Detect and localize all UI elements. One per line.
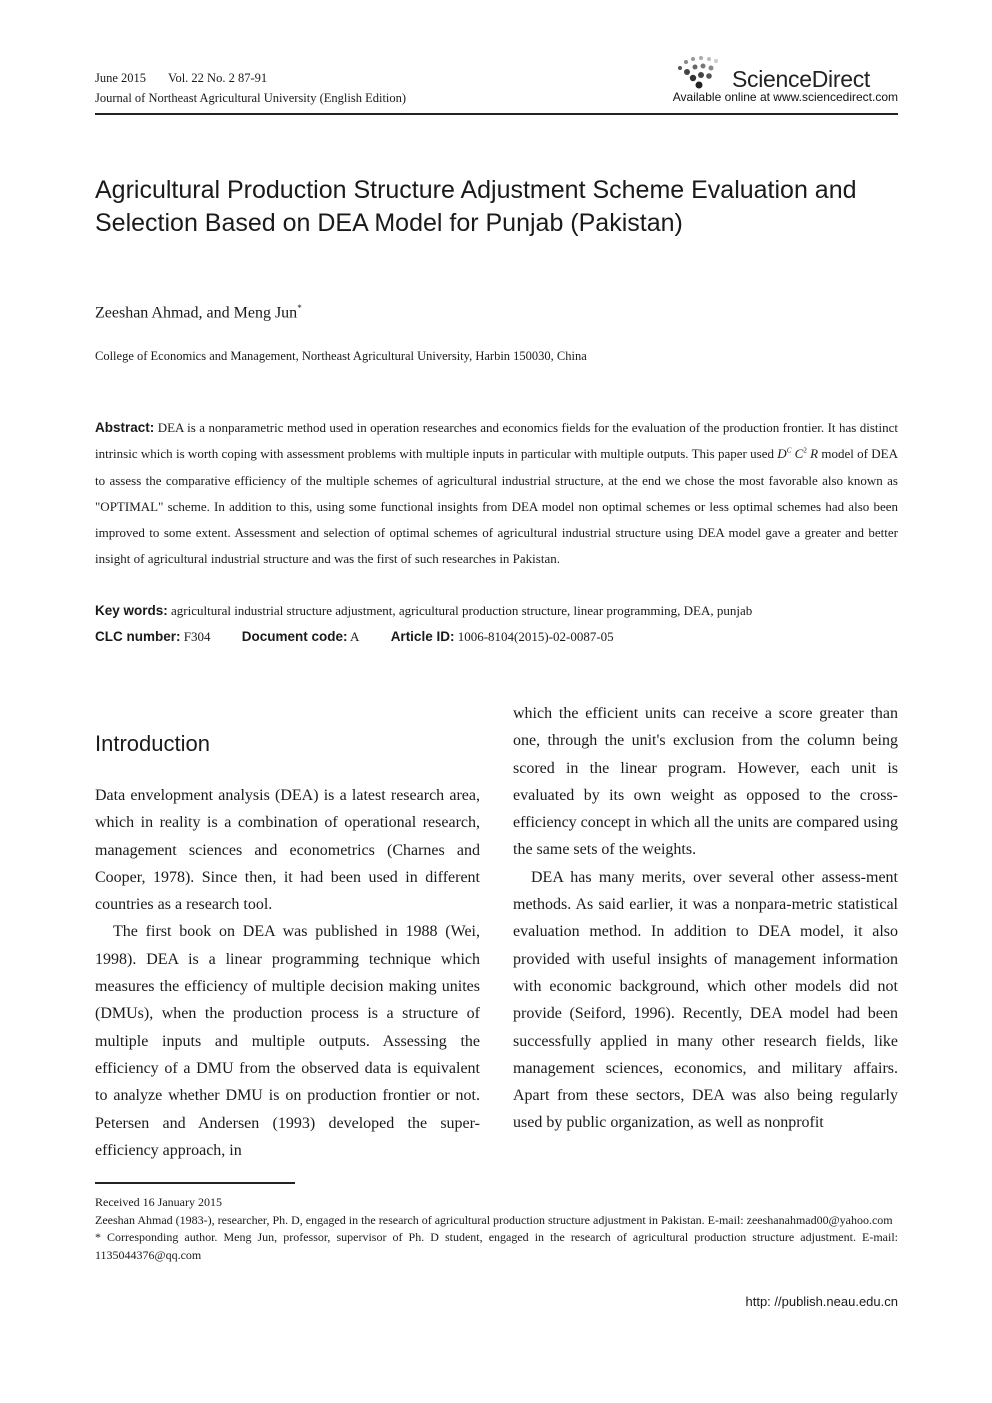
footnotes xyxy=(95,1194,898,1264)
journal-name: Journal of Northeast Agricultural University (English Edition) xyxy=(95,91,407,105)
model-d: D xyxy=(777,446,787,462)
right-column xyxy=(513,700,898,1137)
author-list xyxy=(95,303,302,322)
paragraph: The first book on DEA was published in 1988 (Wei, 1998). DEA is a linear programming technique which measures the efficiency of multiple decision making unites (DMUs), when the production process is a structure of multiple inputs and multiple outputs. Assessing the efficiency of a DMU from the observed data is equivalent to analyze whether DMU is on production frontier or not. Petersen and Andersen (1993) developed the super-efficiency approach, in xyxy=(95,923,480,1159)
issue-date: June 2015 xyxy=(95,71,147,85)
doc-code-label: Document code: xyxy=(241,629,348,644)
article-id-label: Article ID: xyxy=(390,629,455,644)
keywords-label: Key words: xyxy=(95,603,168,618)
sciencedirect-dots-icon xyxy=(678,56,730,92)
author-note: Zeeshan Ahmad (1983-), researcher, Ph. D, engaged in the research of agricultural production structure adjustment in Pakistan. E-mail: zeeshanahmad00@yahoo.com xyxy=(95,1212,893,1227)
paragraph: DEA has many merits, over several other assess-ment methods. As said earlier, it was a nonpara-metric statistical evaluation method. In addition to DEA model, it also provided with useful insights of management information with economic background, which other models did not provide (Seiford, 1996). Recently, DEA model had been successfully applied in many other research fields, like management sciences, economics, and military affairs. Apart from these sectors, DEA was also being regularly used by public organization, as well as nonprofit xyxy=(513,868,898,1132)
header-rule xyxy=(95,113,898,115)
model-c-sup: 2 xyxy=(803,446,807,455)
abstract xyxy=(95,415,898,573)
keywords-text: agricultural industrial structure adjustment, agricultural production structure, linear programming, DEA, punjab xyxy=(171,603,753,618)
journal-header xyxy=(95,68,406,108)
issue-info xyxy=(95,68,406,88)
section-heading-introduction: Introduction xyxy=(95,731,210,756)
availability-note: Available online at www.sciencedirect.com xyxy=(672,90,898,104)
clc-value: F304 xyxy=(183,629,211,644)
clc-label: CLC number: xyxy=(95,629,181,644)
received-date: Received 16 January 2015 xyxy=(95,1195,222,1209)
abstract-label: Abstract: xyxy=(95,420,155,435)
issue-volume: Vol. 22 No. 2 87-91 xyxy=(168,71,268,85)
abstract-text-1: DEA is a nonparametric method used in operation researches and economics fields for the evaluation of the production frontier. It has distinct intrinsic which is worth coping with assessment problems with multiple inputs in particular with multiple outputs. This paper used xyxy=(95,420,898,462)
article-id-value: 1006-8104(2015)-02-0087-05 xyxy=(457,629,614,644)
footer-url[interactable]: http: //publish.neau.edu.cn xyxy=(745,1294,898,1309)
keywords xyxy=(95,603,898,619)
authors-text: Zeeshan Ahmad, and Meng Jun xyxy=(95,304,298,322)
model-r: R xyxy=(810,446,819,462)
paragraph: Data envelopment analysis (DEA) is a latest research area, which in reality is a combination of operational research, management sciences and econometrics (Charnes and Cooper, 1978). Since then, it had been used in different countries as a research tool. xyxy=(95,787,480,914)
model-d-sup: C xyxy=(786,446,792,455)
footnote-rule xyxy=(95,1182,295,1184)
publisher-block xyxy=(638,48,898,108)
corresponding-mark: * xyxy=(297,303,302,313)
paper-title: Agricultural Production Structure Adjustment Scheme Evaluation and Selection Based on DEA Model for Punjab (Pakistan) xyxy=(95,176,857,237)
sciencedirect-logo[interactable] xyxy=(678,56,898,90)
abstract-text-2: model of DEA to assess the comparative efficiency of the multiple schemes of agricultural industrial structure, at the end we chose the most favorable also known as "OPTIMAL" scheme. In addition to this, using some functional insights from DEA model non optimal schemes or less optimal schemes had also been improved to some extent. Assessment and selection of optimal schemes of agricultural industrial structure using DEA model gave a greater and better insight of agricultural industrial structure and was the first of such researches in Pakistan. xyxy=(95,446,899,567)
paragraph: which the efficient units can receive a score greater than one, through the unit's exclusion from the column being scored in the linear program. However, each unit is evaluated by its own weight as opposed to the cross-efficiency concept in which all the units are compared using the same sets of the weights. xyxy=(513,705,898,859)
corresponding-note: * Corresponding author. Meng Jun, professor, supervisor of Ph. D student, engaged in the research of agricultural production structure adjustment. E-mail: 1135044376@qq.com xyxy=(95,1230,898,1262)
left-column xyxy=(95,782,480,1164)
model-c: C xyxy=(794,446,804,462)
affiliation: College of Economics and Management, Northeast Agricultural University, Harbin 150030, China xyxy=(95,349,587,363)
sciencedirect-wordmark: ScienceDirect xyxy=(732,66,870,92)
doc-code-value: A xyxy=(350,629,360,644)
classification-line xyxy=(95,629,614,645)
